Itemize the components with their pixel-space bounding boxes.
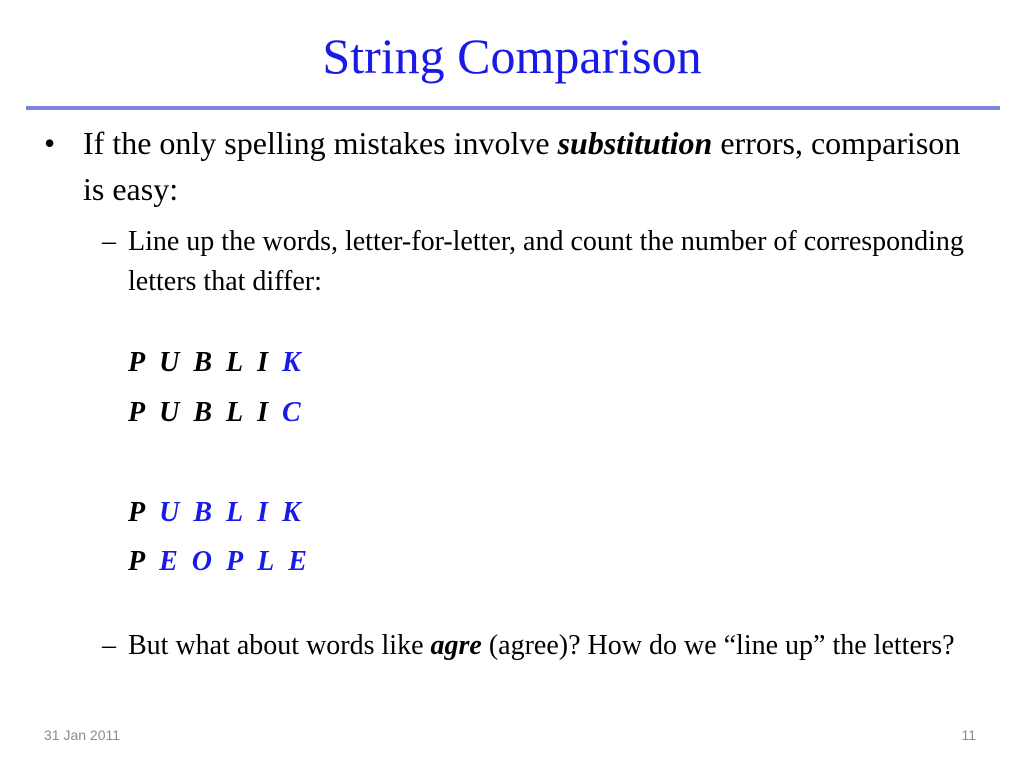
sub-bullet-question-text bbox=[128, 626, 982, 666]
letter-matching: U bbox=[159, 397, 180, 428]
letter-differing: L bbox=[257, 546, 275, 577]
word-row bbox=[128, 396, 315, 430]
sub-bullet-question-end: (agree)? How do we “line up” the letters? bbox=[481, 630, 955, 661]
sub-bullet-line-up bbox=[102, 222, 982, 302]
main-bullet-text-start: If the only spelling mistakes involve bbox=[83, 125, 558, 161]
letter-matching: I bbox=[257, 397, 269, 428]
letter-differing: B bbox=[193, 497, 213, 528]
sub-bullet-marker: – bbox=[102, 630, 116, 661]
bullet-marker: • bbox=[44, 125, 56, 161]
letter-differing: I bbox=[257, 497, 269, 528]
letter-differing: K bbox=[282, 497, 301, 528]
letter-matching: P bbox=[128, 397, 146, 428]
main-bullet-text bbox=[83, 120, 974, 212]
letter-differing: E bbox=[288, 546, 307, 577]
word-row bbox=[128, 346, 315, 380]
letter-matching: B bbox=[193, 347, 213, 378]
main-bullet-text-end: errors, comparison is easy: bbox=[83, 125, 961, 207]
letter-matching: L bbox=[226, 347, 244, 378]
sub-bullet-marker: – bbox=[102, 226, 116, 257]
word-row bbox=[128, 545, 321, 579]
sub-bullet-question-emphasis: agre bbox=[430, 630, 482, 661]
letter-differing: U bbox=[159, 497, 180, 528]
letter-matching: P bbox=[128, 497, 146, 528]
main-bullet bbox=[44, 120, 974, 212]
footer-page-number: 11 bbox=[961, 727, 976, 743]
footer-date: 31 Jan 2011 bbox=[44, 727, 121, 743]
letter-matching: P bbox=[128, 347, 146, 378]
letter-matching: L bbox=[226, 397, 244, 428]
letter-differing: O bbox=[191, 546, 213, 577]
letter-differing: L bbox=[226, 497, 244, 528]
sub-bullet-question bbox=[102, 626, 982, 666]
main-bullet-emphasis: substitution bbox=[557, 125, 713, 161]
letter-matching: B bbox=[193, 397, 213, 428]
letter-differing: C bbox=[282, 397, 301, 428]
sub-bullet-line-up-text: Line up the words, letter-for-letter, and count the number of corresponding letters that differ: bbox=[128, 226, 964, 297]
title-divider bbox=[26, 106, 1000, 110]
letter-differing: K bbox=[282, 347, 301, 378]
letter-differing: P bbox=[226, 546, 244, 577]
letter-matching: I bbox=[257, 347, 269, 378]
slide-title: String Comparison bbox=[322, 28, 702, 84]
letter-differing: E bbox=[159, 546, 178, 577]
letter-matching: U bbox=[159, 347, 180, 378]
word-row bbox=[128, 496, 315, 530]
sub-bullet-question-start: But what about words like bbox=[128, 630, 431, 661]
letter-matching: P bbox=[128, 546, 146, 577]
